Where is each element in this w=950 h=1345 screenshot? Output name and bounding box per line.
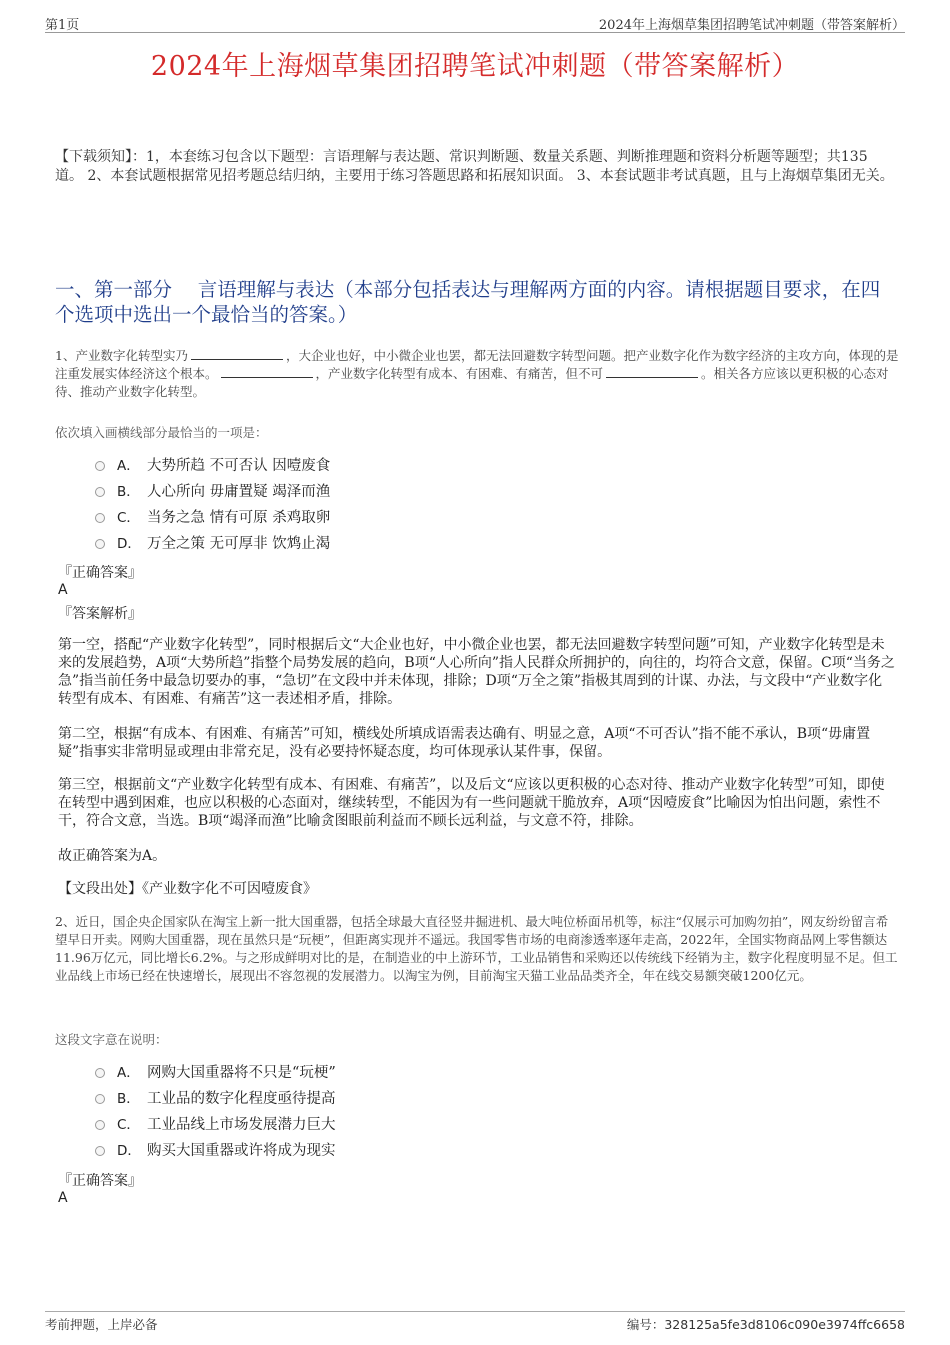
option-b[interactable]: B． 人心所向 毋庸置疑 竭泽而渔 xyxy=(95,479,330,505)
question-2-prompt: 这段文字意在说明： xyxy=(55,1032,168,1047)
radio-icon[interactable] xyxy=(95,1094,105,1104)
radio-icon[interactable] xyxy=(95,1068,105,1078)
correct-answer: A xyxy=(58,582,68,598)
correct-answer-label: 『正确答案』 xyxy=(58,565,142,581)
footer-slogan: 考前押题，上岸必备 xyxy=(45,1317,158,1332)
option-a[interactable]: A． 大势所趋 不可否认 因噎废食 xyxy=(95,453,330,479)
header-doc-title: 2024年上海烟草集团招聘笔试冲刺题（带答案解析） xyxy=(598,18,905,33)
page-header xyxy=(45,12,905,33)
blank-line xyxy=(221,365,313,378)
analysis-paragraph-1: 第一空，搭配“产业数字化转型”，同时根据后文“大企业也好，中小微企业也罢，都无法回避数字转型问题”可知，产业数字化转型是未来的发展趋势，A项“大势所趋”指整个局势发展的趋向，B项“人心所向”指人民群众所拥护的，向往的，均符合文意，保留。C项“当务之急”指当前任务中最急切要办的事，“急切”在文段中并未体现，排除；D项“万全之策”指极其周到的计谋、办法，与文段中“产业数字化转型有成本、有困难、有痛苦”这一表述相矛盾，排除。 xyxy=(58,637,895,707)
document-title: 2024年上海烟草集团招聘笔试冲刺题（带答案解析） xyxy=(150,51,800,82)
download-notice: 【下载须知】：1，本套练习包含以下题型：言语理解与表达题、常识判断题、数量关系题、判断推理题和资料分析题等题型；共135道。 2、本套试题根据常见招考题总结归纳，主要用于练习答题思路和拓展知识面。 3、本套试题非考试真题，且与上海烟草集团无关。 xyxy=(55,149,894,184)
correct-answer: A xyxy=(58,1190,68,1206)
source-citation: 【文段出处】《产业数字化不可因噎废食》 xyxy=(58,881,317,897)
blank-line xyxy=(606,365,698,378)
correct-answer-label: 『正确答案』 xyxy=(58,1173,142,1189)
option-d[interactable]: D． 万全之策 无可厚非 饮鸩止渴 xyxy=(95,531,330,557)
option-a[interactable]: A． 网购大国重器将不只是“玩梗” xyxy=(95,1060,336,1086)
section-title: 一、第一部分 言语理解与表达（本部分包括表达与理解两方面的内容。请根据题目要求，在四个选项中选出一个最恰当的答案。） xyxy=(55,278,881,326)
radio-icon[interactable] xyxy=(95,487,105,497)
radio-icon[interactable] xyxy=(95,1120,105,1130)
analysis-conclusion: 故正确答案为A。 xyxy=(58,848,167,864)
option-d[interactable]: D． 购买大国重器或许将成为现实 xyxy=(95,1138,336,1164)
question-1-options xyxy=(95,453,330,557)
question-2-options xyxy=(95,1060,336,1164)
footer-code: 编号：328125a5fe3d8106c090e3974ffc6658 xyxy=(626,1317,905,1332)
page-number: 第1页 xyxy=(45,18,80,33)
analysis-paragraph-3: 第三空，根据前文“产业数字化转型有成本、有困难、有痛苦”，以及后文“应该以更积极的心态对待、推动产业数字化转型”可知，即使在转型中遇到困难，也应以积极的心态面对，继续转型，不能因为有一些问题就干脆放弃，A项“因噎废食”比喻因为怕出问题，索性不干，符合文意，当选。B项“竭泽而渔”比喻贪图眼前利益而不顾长远利益，与文意不符，排除。 xyxy=(58,777,885,829)
radio-icon[interactable] xyxy=(95,461,105,471)
question-1-prompt: 依次填入画横线部分最恰当的一项是： xyxy=(55,425,268,440)
radio-icon[interactable] xyxy=(95,1146,105,1156)
option-c[interactable]: C． 工业品线上市场发展潜力巨大 xyxy=(95,1112,336,1138)
analysis-label: 『答案解析』 xyxy=(58,606,142,622)
blank-line xyxy=(191,347,283,360)
option-b[interactable]: B． 工业品的数字化程度亟待提高 xyxy=(95,1086,336,1112)
question-1-text: 1、产业数字化转型实乃 ，大企业也好，中小微企业也罢，都无法回避数字转型问题。把产业数字化作为数字经济的主攻方向，体现的是注重发展实体经济这个根本。 ，产业数字化转型有成本、有困难、有痛苦，但不可 。相关各方应该以更积极的心态对待、推动产业数字化转型。 xyxy=(55,348,899,399)
radio-icon[interactable] xyxy=(95,539,105,549)
page-footer xyxy=(45,1311,905,1334)
option-c[interactable]: C． 当务之急 情有可原 杀鸡取卵 xyxy=(95,505,330,531)
radio-icon[interactable] xyxy=(95,513,105,523)
analysis-paragraph-2: 第二空，根据“有成本、有困难、有痛苦”可知，横线处所填成语需表达确有、明显之意，A项“不可否认”指不能不承认，B项“毋庸置疑”指事实非常明显或理由非常充足，没有必要持怀疑态度，均可体现承认某件事，保留。 xyxy=(58,726,871,760)
question-2-text: 2、近日，国企央企国家队在淘宝上新一批大国重器，包括全球最大直径竖井掘进机、最大吨位桥面吊机等，标注“仅展示可加购勿拍”，网友纷纷留言希望早日开卖。网购大国重器，现在虽然只是“玩梗”，但距离实现并不遥远。我国零售市场的电商渗透率逐年走高，2022年，全国实物商品网上零售额达11.96万亿元，同比增长6.2%。与之形成鲜明对比的是，在制造业的中上游环节，工业品销售和采购还以传统线下经销为主，数字化程度明显不足。但工业品线上市场已经在快速增长，展现出不容忽视的发展潜力。以淘宝为例，目前淘宝天猫工业品品类齐全，年在线交易额突破1200亿元。 xyxy=(55,914,898,983)
